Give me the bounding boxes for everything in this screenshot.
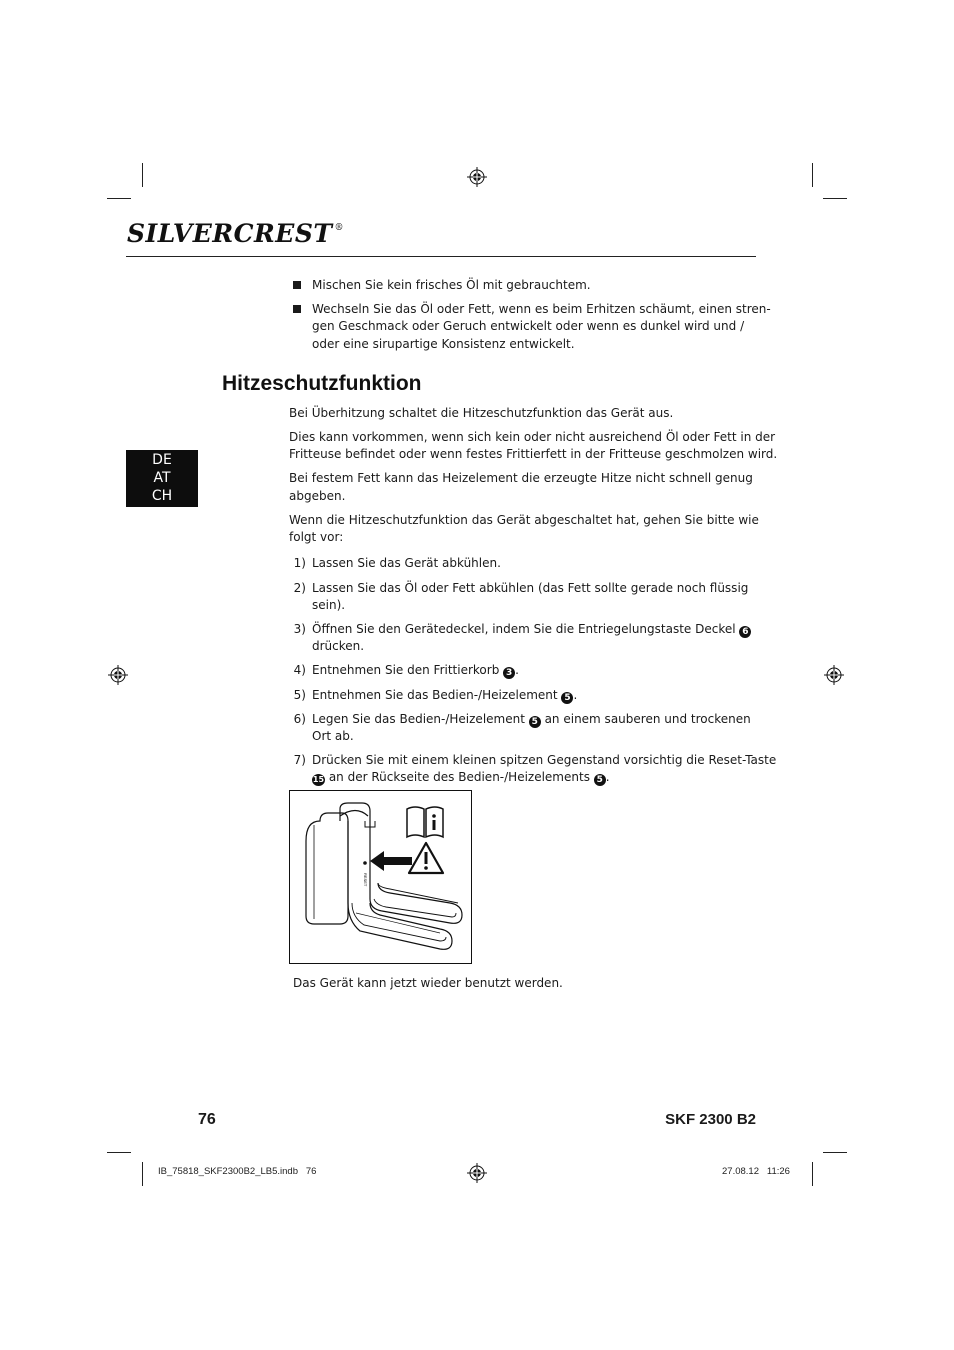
step-text: sein). [312,598,346,612]
step-text: Lassen Sie das Öl oder Fett abkühlen (das Fett sollte gerade noch flüssig [312,581,749,595]
step-line: Entnehmen Sie den Frittierkorb [312,663,500,677]
print-slug-date: 27.08.12 11:26 [722,1166,790,1177]
step-text [312,621,751,638]
step-number: 1) [293,556,306,570]
paragraph: Dies kann vorkommen, wenn sich kein oder nicht ausreichend Öl oder Fett in der [289,430,776,444]
print-slug-file: IB_75818_SKF2300B2_LB5.indb 76 [158,1166,317,1177]
step-text [312,687,577,704]
step-number: 5) [293,688,306,702]
bullet-square-icon [293,281,301,289]
step-number: 6) [293,712,306,726]
registration-mark-icon [467,167,487,187]
crop-mark [142,163,143,187]
crop-mark [107,198,131,199]
step-line-tail: . [605,770,610,784]
crop-mark [823,1152,847,1153]
paragraph: Wenn die Hitzeschutzfunktion das Gerät abgeschaltet hat, gehen Sie bitte wie [289,513,759,527]
arrow-icon [368,849,414,873]
header-rule [126,256,756,257]
language-code: CH [151,488,173,504]
paragraph: folgt vor: [289,530,344,544]
paragraph: Bei festem Fett kann das Heizelement die erzeugte Hitze nicht schnell genug [289,471,753,485]
step-line-tail: . [573,688,578,702]
reference-number: 15 [312,775,325,784]
step-text: Lassen Sie das Gerät abkühlen. [312,556,501,570]
bullet-text: oder eine sirupartige Konsistenz entwickelt. [312,337,575,351]
crop-mark [142,1162,143,1186]
step-text [312,711,751,728]
step-line: Öffnen Sie den Gerätedeckel, indem Sie die Entriegelungstaste Deckel [312,622,736,636]
step-text [312,769,610,786]
step-text: drücken. [312,639,365,653]
reset-illustration [289,790,472,964]
page-number: 76 [198,1111,216,1128]
section-title: Hitzeschutzfunktion [222,372,422,395]
step-line-tail: . [515,663,519,677]
bullet-text: Mischen Sie kein frisches Öl mit gebrauchtem. [312,278,591,292]
registration-mark-icon [108,665,128,685]
step-number: 2) [293,581,306,595]
bullet-text: gen Geschmack oder Geruch entwickelt oder wenn es dunkel wird und / [312,319,745,333]
step-number: 3) [293,622,306,636]
language-code: AT [153,470,171,486]
step-text [312,662,519,679]
reference-number: 3 [503,667,515,679]
language-tab [126,450,198,507]
paragraph: Fritteuse befindet oder wenn festes Frittierfett in der Fritteuse geschmolzen wird. [289,447,778,461]
registration-mark-icon [467,1163,487,1183]
step-line: Legen Sie das Bedien-/Heizelement [312,712,525,726]
reference-number: 5 [594,774,606,786]
reference-number: 6 [739,626,751,638]
reference-number: 5 [561,692,573,704]
info-book-icon [405,803,445,839]
paragraph: abgeben. [289,489,346,503]
registered-mark: ® [334,223,344,233]
step-line: Entnehmen Sie das Bedien-/Heizelement [312,688,558,702]
crop-mark [812,163,813,187]
reset-label: RESET [363,873,368,887]
brand-logo-text: SILVERCREST [127,219,333,248]
bullet-text: Wechseln Sie das Öl oder Fett, wenn es beim Erhitzen schäumt, einen stren- [312,302,771,316]
step-text: Ort ab. [312,729,354,743]
crop-mark [812,1162,813,1186]
step-number: 4) [293,663,306,677]
step-text: Drücken Sie mit einem kleinen spitzen Gegenstand vorsichtig die Reset-Taste [312,753,777,767]
reference-number: 5 [529,716,541,728]
crop-mark [823,198,847,199]
bullet-square-icon [293,305,301,313]
paragraph: Bei Überhitzung schaltet die Hitzeschutzfunktion das Gerät aus. [289,406,674,420]
crop-mark [107,1152,131,1153]
closing-text: Das Gerät kann jetzt wieder benutzt werden. [293,976,563,990]
language-code: DE [152,452,172,468]
brand-logo [127,219,344,248]
step-number: 7) [293,753,306,767]
model-number: SKF 2300 B2 [665,1111,756,1128]
step-line: an der Rückseite des Bedien-/Heizelements [328,770,590,784]
registration-mark-icon [824,665,844,685]
step-line-tail: an einem sauberen und trockenen [544,712,751,726]
